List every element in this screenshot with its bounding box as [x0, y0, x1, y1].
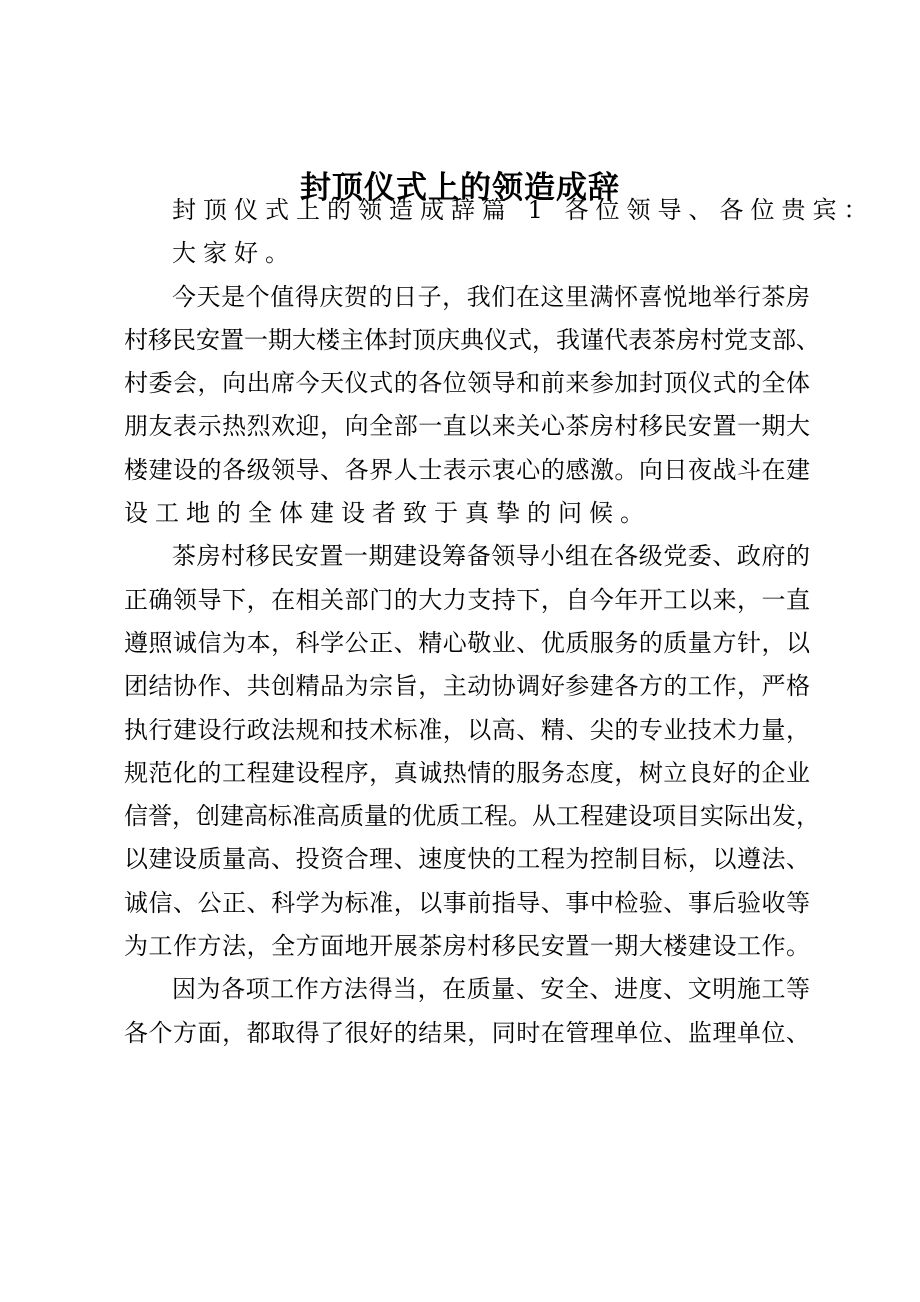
text-line: 正确领导下，在相关部门的大力支持下，自今年开工以来，一直: [124, 585, 810, 614]
text-line: 因为各项工作方法得当，在质量、安全、进度、文明施工等: [172, 975, 810, 1004]
text-line: 朋友表示热烈欢迎，向全部一直以来关心茶房村移民安置一期大: [124, 412, 810, 441]
text-line: 各个方面，都取得了很好的结果，同时在管理单位、监理单位、: [124, 1018, 810, 1047]
text-line: 诚信、公正、科学为标准，以事前指导、事中检验、事后验收等: [124, 888, 810, 917]
text-line: 以建设质量高、投资合理、速度快的工程为控制目标，以遵法、: [124, 845, 810, 874]
document-title: 封顶仪式上的领造成辞: [300, 170, 620, 206]
text-line: 设工地的全体建设者致于真挚的问候。: [124, 499, 651, 528]
text-line: 执行建设行政法规和技术标准，以高、精、尖的专业技术力量，: [124, 715, 810, 744]
text-line: 规范化的工程建设程序，真诚热情的服务态度，树立良好的企业: [124, 758, 810, 787]
text-line: 村移民安置一期大楼主体封顶庆典仪式，我谨代表茶房村党支部、: [124, 325, 820, 354]
text-line: 为工作方法，全方面地开展茶房村移民安置一期大楼建设工作。: [124, 932, 810, 961]
text-line: 遵照诚信为本，科学公正、精心敬业、优质服务的质量方针，以: [124, 628, 810, 657]
text-line: 信誉，创建高标准高质量的优质工程。从工程建设项目实际出发，: [124, 802, 820, 831]
text-line: 茶房村移民安置一期建设筹备领导小组在各级党委、政府的: [172, 542, 810, 571]
text-line: 村委会，向出席今天仪式的各位领导和前来参加封顶仪式的全体: [124, 369, 810, 398]
text-line: 封顶仪式上的领造成辞篇 1 各位领导、各位贵宾：: [172, 196, 875, 224]
text-line: 大家好。: [172, 239, 296, 268]
document-body: [124, 192, 875, 1058]
text-line: 团结协作、共创精品为宗旨，主动协调好参建各方的工作，严格: [124, 672, 810, 701]
text-line: 今天是个值得庆贺的日子，我们在这里满怀喜悦地举行茶房: [172, 282, 810, 311]
text-line: 楼建设的各级领导、各界人士表示衷心的感激。向日夜战斗在建: [124, 455, 810, 484]
